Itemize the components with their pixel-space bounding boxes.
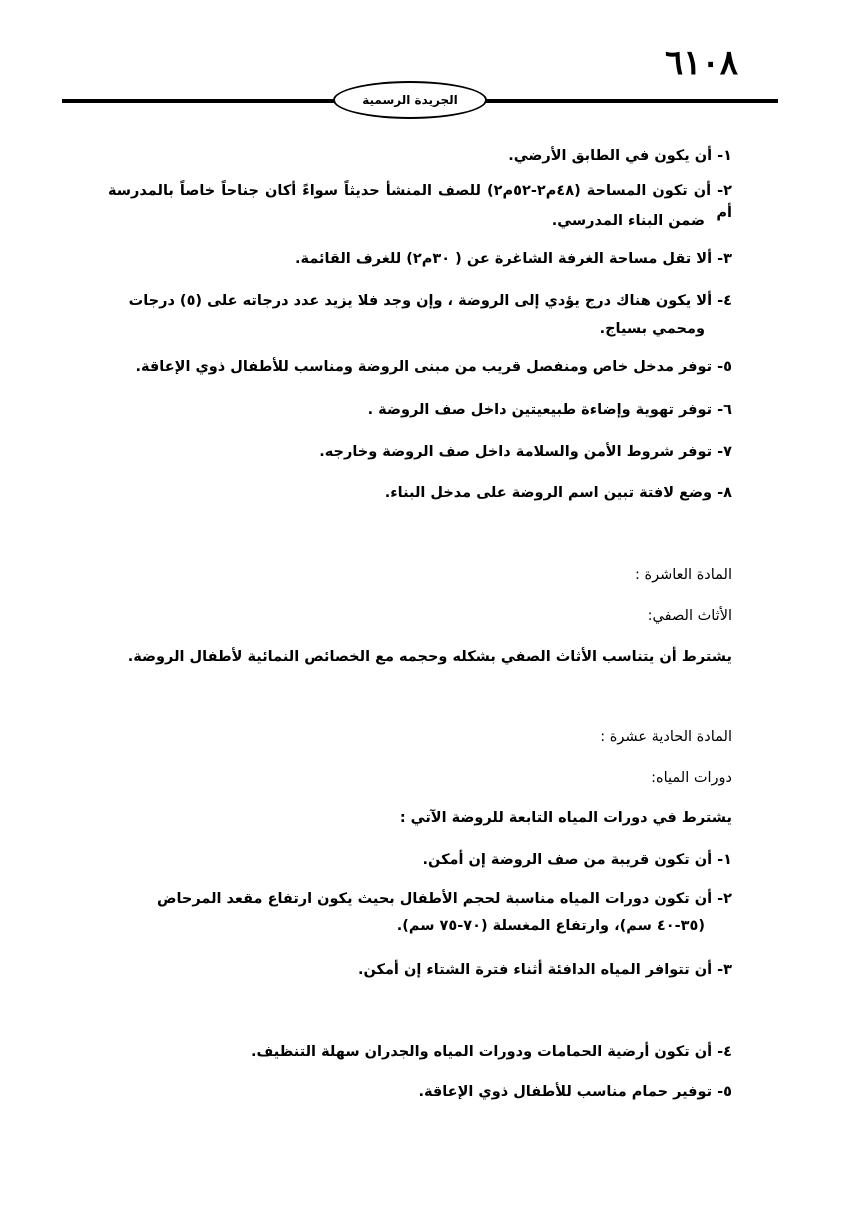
condition-2: ٢- أن تكون المساحة (٤٨م٢-٥٢م٢) للصف المنشأ حديثاً سواءً أكان جناحاً خاصاً بالمدرسة أم: [108, 183, 733, 221]
page-number: ٦١٠٨: [664, 43, 738, 83]
condition-5: ٥- توفر مدخل خاص ومنفصل قريب من مبنى الروضة ومناسب للأطفال ذوي الإعاقة.: [135, 359, 732, 375]
article-10-subheading: الأثاث الصفي:: [647, 608, 732, 624]
condition-1: ١- أن يكون في الطابق الأرضي.: [508, 148, 732, 164]
condition-8: ٨- وضع لافتة تبين اسم الروضة على مدخل البناء.: [384, 485, 732, 501]
condition-7: ٧- توفر شروط الأمن والسلامة داخل صف الروضة وخارجه.: [319, 444, 732, 460]
condition-6: ٦- توفر تهوية وإضاءة طبيعيتين داخل صف الروضة .: [367, 402, 732, 418]
article-11-item-2: ٢- أن تكون دورات المياه مناسبة لحجم الأطفال بحيث يكون ارتفاع مقعد المرحاض: [156, 891, 732, 907]
article-11-item-1: ١- أن تكون قريبة من صف الروضة إن أمكن.: [422, 852, 732, 868]
article-11-item-3: ٣- أن تتوافر المياه الدافئة أثناء فترة الشتاء إن أمكن.: [357, 962, 732, 978]
condition-4: ٤- ألا يكون هناك درج يؤدي إلى الروضة ، وإن وجد فلا يزيد عدد درجاته على (٥) درجات: [128, 293, 732, 309]
condition-2-continuation: ضمن البناء المدرسي.: [551, 213, 705, 229]
article-10-body: يشترط أن يتناسب الأثاث الصفي بشكله وحجمه مع الخصائص النمائية لأطفال الروضة.: [127, 649, 732, 665]
condition-4-continuation: ومحمي بسياج.: [599, 321, 705, 337]
condition-3: ٣- ألا تقل مساحة الغرفة الشاغرة عن ( ٣٠م٢) للغرف القائمة.: [295, 251, 732, 267]
publication-badge: [333, 81, 487, 119]
article-10-heading: المادة العاشرة :: [634, 567, 732, 583]
article-11-item-2-continuation: (٣٥-٤٠ سم)، وارتفاع المغسلة (٧٠-٧٥ سم).: [396, 918, 705, 934]
article-11-subheading: دورات المياه:: [651, 770, 732, 786]
article-11-heading: المادة الحادية عشرة :: [600, 729, 732, 745]
article-11-item-5: ٥- توفير حمام مناسب للأطفال ذوي الإعاقة.: [418, 1084, 732, 1100]
publication-name: الجريدة الرسمية: [362, 93, 458, 107]
article-11-item-4: ٤- أن تكون أرضية الحمامات ودورات المياه والجدران سهلة التنظيف.: [250, 1044, 732, 1060]
article-11-intro: يشترط في دورات المياه التابعة للروضة الآتي :: [399, 810, 732, 826]
